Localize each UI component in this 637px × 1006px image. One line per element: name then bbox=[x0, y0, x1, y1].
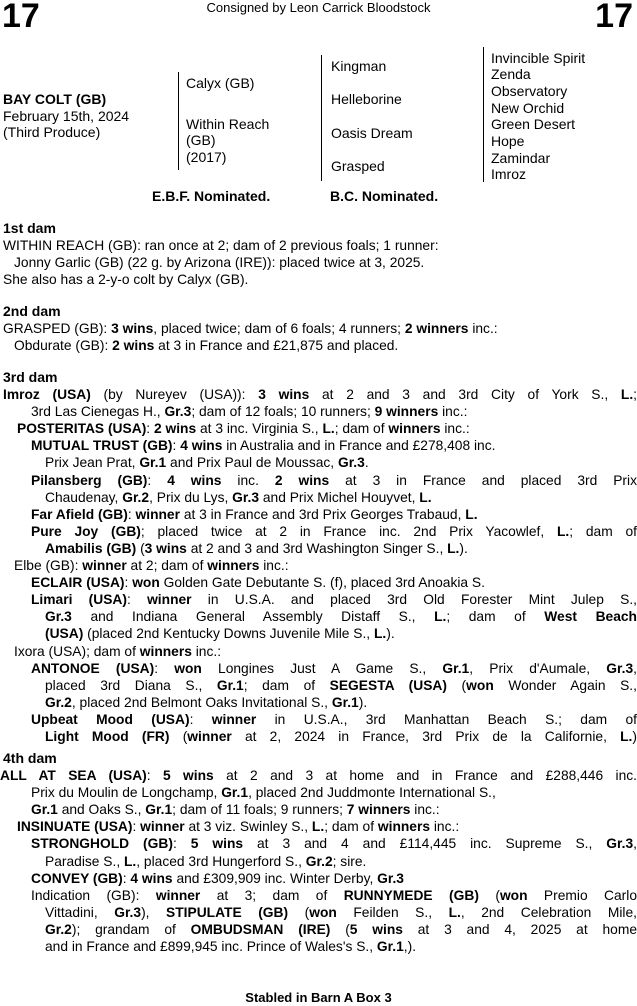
pedigree-bracket-2 bbox=[321, 55, 322, 181]
first-dam-line-3: She also has a 2-y-o colt by Calyx (GB). bbox=[3, 272, 249, 288]
ixora-line: Ixora (USA); dam of winners inc.: bbox=[14, 643, 222, 659]
pedigree-dam: Within Reach bbox=[186, 116, 270, 132]
pedigree-gen4-2: Observatory bbox=[491, 83, 568, 99]
stronghold-line-1: STRONGHOLD (GB): 5 wins at 3 and 4 and £114,445 inc. Supreme S., Gr.3, bbox=[31, 836, 637, 852]
ebf-nomination: E.B.F. Nominated. bbox=[152, 188, 271, 204]
pedigree-gen3-3: Grasped bbox=[331, 158, 385, 174]
first-dam-heading: 1st dam bbox=[3, 220, 56, 236]
limari-line-2: Gr.3 and Indiana General Assembly Distaff S., L.; dam of West Beach bbox=[45, 609, 637, 625]
third-dam-heading: 3rd dam bbox=[3, 369, 58, 385]
second-dam-line-2: Obdurate (GB): 2 wins at 3 in France and £21,875 and placed. bbox=[14, 338, 399, 354]
indication-line-4: and in France and £899,945 inc. Prince of Wales's S., Gr.1,). bbox=[45, 939, 417, 955]
pilansberg-line-2: Chaudenay, Gr.2, Prix du Lys, Gr.3 and Prix Michel Houyvet, L. bbox=[45, 489, 432, 505]
bc-nomination: B.C. Nominated. bbox=[330, 188, 439, 204]
all-at-sea-line-2: Prix du Moulin de Longchamp, Gr.1, placed 2nd Juddmonte International S., bbox=[31, 785, 496, 801]
stronghold-line-2: Paradise S., L., placed 3rd Hungerford S., Gr.2; sire. bbox=[45, 853, 367, 869]
antonoe-line-1: ANTONOE (USA): won Longines Just A Game S., Gr.1, Prix d'Aumale, Gr.3, bbox=[31, 660, 637, 676]
first-dam-line-1: WITHIN REACH (GB): ran once at 2; dam of 2 previous foals; 1 runner: bbox=[3, 238, 439, 254]
pedigree-bracket-1 bbox=[178, 72, 179, 170]
all-at-sea-line-3: Gr.1 and Oaks S., Gr.1; dam of 11 foals; 9 runners; 7 winners inc.: bbox=[31, 802, 440, 818]
pedigree-gen3-1: Helleborine bbox=[331, 91, 402, 107]
pure-joy-line: Pure Joy (GB); placed twice at 2 in France inc. 2nd Prix Yacowlef, L.; dam of bbox=[31, 523, 637, 539]
pedigree-gen4-1: Zenda bbox=[491, 66, 531, 82]
amabilis-line: Amabilis (GB) (3 wins at 2 and 3 and 3rd Washington Singer S., L.). bbox=[45, 540, 468, 556]
fourth-dam-section bbox=[0, 750, 637, 955]
first-dam-line-2: Jonny Garlic (GB) (22 g. by Arizona (IRE)): placed twice at 3, 2025. bbox=[14, 255, 425, 271]
pedigree-dam-country: (GB) bbox=[186, 132, 216, 148]
antonoe-line-3: Gr.2, placed 2nd Belmont Oaks Invitational S., Gr.1). bbox=[45, 694, 368, 710]
stabled-location: Stabled in Barn A Box 3 bbox=[245, 990, 392, 1005]
upbeat-mood-line: Upbeat Mood (USA): winner in U.S.A., 3rd Manhattan Beach S.; dam of bbox=[31, 711, 637, 727]
pedigree-gen4-0: Invincible Spirit bbox=[491, 50, 586, 66]
convey-line: CONVEY (GB): 4 wins and £309,909 inc. Winter Derby, Gr.3 bbox=[31, 870, 404, 886]
pedigree-dam-year: (2017) bbox=[186, 149, 227, 165]
far-afield-line: Far Afield (GB): winner at 3 in France and 3rd Prix Georges Trabaud, L. bbox=[31, 506, 478, 522]
eclair-line: ECLAIR (USA): won Golden Gate Debutante S. (f), placed 3rd Anoakia S. bbox=[31, 575, 485, 591]
insinuate-line: INSINUATE (USA): winner at 3 viz. Swinley S., L.; dam of winners inc.: bbox=[17, 819, 460, 835]
horse-produce: (Third Produce) bbox=[3, 124, 101, 140]
pedigree-gen4-6: Zamindar bbox=[491, 150, 551, 166]
elbe-line: Elbe (GB): winner at 2; dam of winners inc.: bbox=[14, 558, 289, 574]
horse-foaled: February 15th, 2024 bbox=[3, 108, 130, 124]
indication-line-1: Indication (GB): winner at 3; dam of RUNNYMEDE (GB) (won Premio Carlo bbox=[31, 887, 637, 903]
pedigree-gen4-3: New Orchid bbox=[491, 100, 565, 116]
fourth-dam-heading: 4th dam bbox=[3, 750, 57, 766]
second-dam-line-1: GRASPED (GB): 3 wins, placed twice; dam of 6 foals; 4 runners; 2 winners inc.: bbox=[3, 321, 498, 337]
indication-line-2: Vittadini, Gr.3), STIPULATE (GB) (won Feilden S., L., 2nd Celebration Mile, bbox=[45, 904, 637, 920]
imroz-line-1: Imroz (USA) (by Nureyev (USA)): 3 wins at 2 and 3 and 3rd City of York S., L.; bbox=[3, 387, 637, 403]
indication-line-3: Gr.2); grandam of OMBUDSMAN (IRE) (5 wins at 3 and 4, 2025 at home bbox=[45, 921, 637, 937]
pedigree-bracket-3 bbox=[483, 47, 484, 182]
limari-line-3: (USA) (placed 2nd Kentucky Downs Juvenile Mile S., L.). bbox=[45, 626, 395, 642]
pedigree-gen4-4: Green Desert bbox=[491, 116, 576, 132]
lot-number-left: 17 bbox=[2, 0, 40, 35]
pedigree-gen4-5: Hope bbox=[491, 133, 525, 149]
pedigree-gen3-0: Kingman bbox=[331, 58, 387, 74]
first-dam-section bbox=[0, 220, 637, 288]
consignor-line: Consigned by Leon Carrick Bloodstock bbox=[206, 0, 431, 15]
pedigree-sire: Calyx (GB) bbox=[186, 75, 255, 91]
mutual-trust-line-2: Prix Jean Prat, Gr.1 and Prix Paul de Moussac, Gr.3. bbox=[45, 455, 369, 471]
mutual-trust-line-1: MUTUAL TRUST (GB): 4 wins in Australia and in France and £278,408 inc. bbox=[31, 438, 496, 454]
lot-number-right: 17 bbox=[595, 0, 633, 35]
pilansberg-line-1: Pilansberg (GB): 4 wins inc. 2 wins at 3 in France and placed 3rd Prix bbox=[31, 472, 637, 488]
pedigree-gen3-2: Oasis Dream bbox=[331, 125, 413, 141]
imroz-line-2: 3rd Las Cienegas H., Gr.3; dam of 12 foals; 10 runners; 9 winners inc.: bbox=[31, 404, 468, 420]
horse-name: BAY COLT (GB) bbox=[3, 91, 107, 107]
limari-line-1: Limari (USA): winner in U.S.A. and placed 3rd Old Forester Mint Julep S., bbox=[31, 592, 637, 608]
pedigree-gen4-7: Imroz bbox=[491, 166, 526, 182]
third-dam-section bbox=[0, 369, 637, 745]
antonoe-line-2: placed 3rd Diana S., Gr.1; dam of SEGESTA (USA) (won Wonder Again S., bbox=[45, 677, 637, 693]
second-dam-heading: 2nd dam bbox=[3, 303, 61, 319]
light-mood-line: Light Mood (FR) (winner at 2, 2024 in France, 3rd Prix de la Californie, L.) bbox=[45, 728, 637, 744]
posteritas-line: POSTERITAS (USA): 2 wins at 3 inc. Virginia S., L.; dam of winners inc.: bbox=[17, 421, 470, 437]
second-dam-section bbox=[0, 303, 637, 354]
all-at-sea-line-1: ALL AT SEA (USA): 5 wins at 2 and 3 at home and in France and £288,446 inc. bbox=[0, 768, 637, 784]
